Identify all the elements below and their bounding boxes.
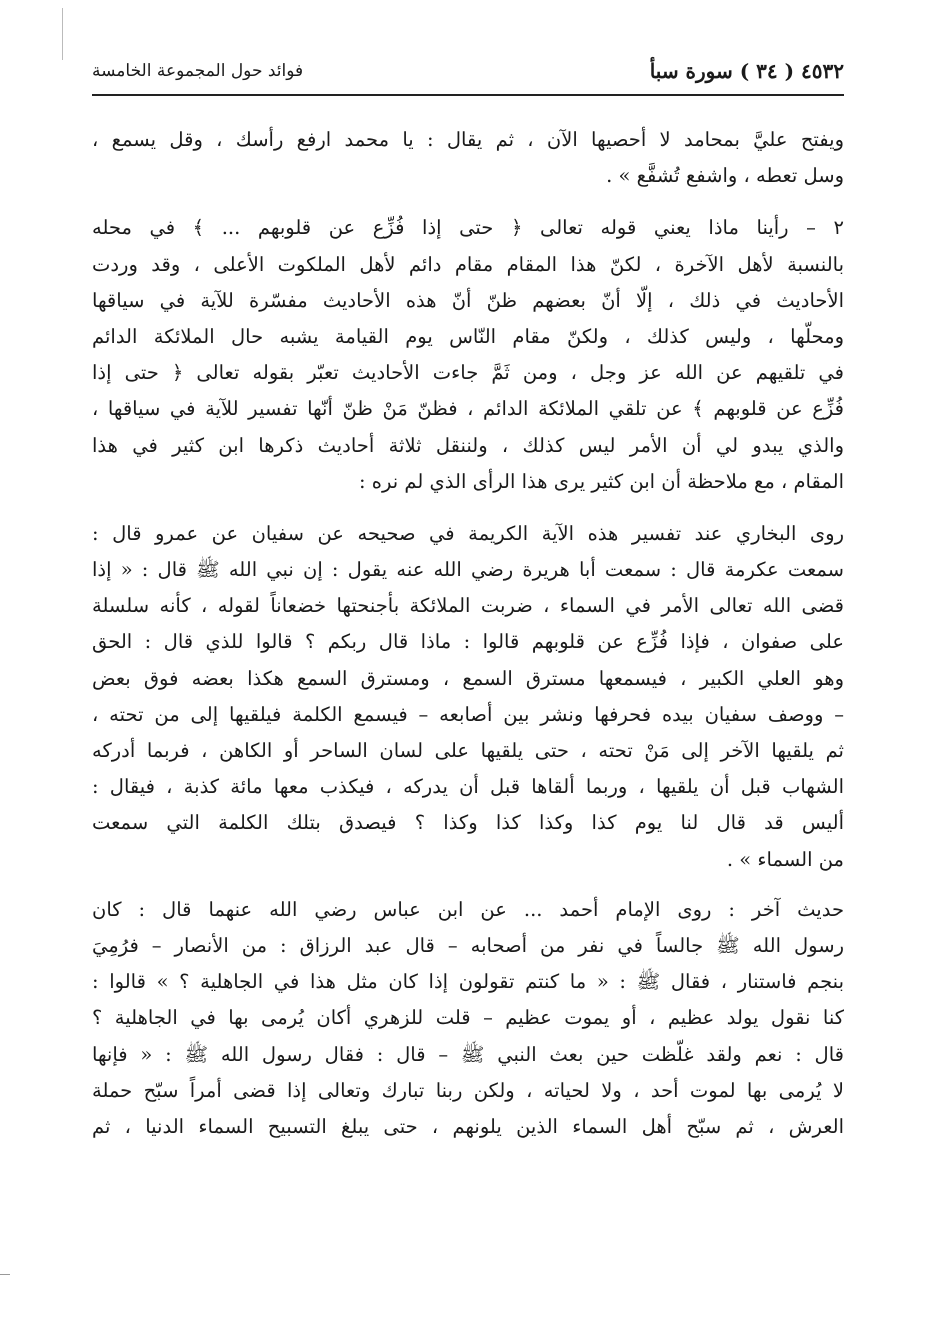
- paragraph: [92, 516, 844, 878]
- running-header: [92, 55, 844, 93]
- text-line: من السماء » .: [726, 847, 844, 871]
- text-line: روى البخاري عند تفسير هذه الآية الكريمة في صحيحه عن سفيان عن عمرو قال :: [92, 521, 844, 545]
- text-line: في تلقيهم عن الله عز وجل ، ومن ثَمَّ جاءت الأحاديث تعبّر بقوله تعالى ﴿ حتى إذا: [92, 361, 844, 385]
- margin-mark: [62, 8, 63, 60]
- text-line: والذي يبدو لي أن الأمر ليس كذلك ، ولننقل ثلاثة أحاديث ذكرها ابن كثير في هذا: [92, 433, 844, 457]
- text-line: أليس قد قال لنا يوم كذا وكذا كذا وكذا ؟ فيصدق بتلك الكلمة التي سمعت: [92, 811, 844, 835]
- text-line: – ووصف سفيان بيده فحرفها ونشر بين أصابعه – فيسمع الكلمة فيلقيها إلى من تحته ،: [92, 702, 844, 726]
- text-line: لا يُرمى بها لموت أحد ، ولا لحياته ، ولكن ربنا تبارك وتعالى إذا قضى أمراً سبّح حملة: [92, 1078, 844, 1102]
- section-title: فوائد حول المجموعة الخامسة: [92, 61, 304, 81]
- text-line: قال : نعم ولقد غلّظت حين بعث النبي ﷺ – قال : فقال رسول الله ﷺ : « فإنها: [92, 1042, 844, 1066]
- text-line: ويفتح عليَّ بمحامد لا أحصيها الآن ، ثم يقال : يا محمد ارفع رأسك ، وقل يسمع ،: [92, 128, 844, 151]
- text-line: قضى الله تعالى الأمر في السماء ، ضربت الملائكة بأجنحتها خضعاناً لقوله ، كأنه سلسلة: [92, 594, 844, 618]
- text-line: فُزِّع عن قلوبهم ﴾ عن تلقي الملائكة الدائم ، فظنّ مَنْ ظنّ أنّها تفسير للآية في سياقها ،: [92, 397, 844, 421]
- text-line: سمعت عكرمة قال : سمعت أبا هريرة رضي الله عنه يقول : إن نبي الله ﷺ قال : « إذا: [92, 558, 844, 582]
- text-line: حديث آخر : روى الإمام أحمد ... عن ابن عباس رضي الله عنهما قال : كان: [92, 897, 844, 921]
- paragraph: [92, 122, 844, 194]
- text-line: وسل تعطه ، واشفع تُشفَّع » .: [606, 164, 844, 188]
- text-line: رسول الله ﷺ جالساً في نفر من أصحابه – قال عبد الرزاق : من الأنصار – فرُمِيَ: [92, 933, 844, 957]
- header-rule: [92, 94, 844, 96]
- text-line: المقام ، مع ملاحظة أن ابن كثير يرى هذا الرأى الذي لم نره :: [359, 469, 844, 493]
- margin-mark: [0, 1274, 10, 1275]
- paragraph: [92, 892, 844, 1145]
- text-line: العرش ، ثم سبّح أهل السماء الذين يلونهم ، حتى يبلغ التسبيح السماء الدنيا ، ثم: [92, 1114, 844, 1138]
- text-line: الشهاب قبل أن يلقيها ، وربما ألقاها قبل أن يدركه ، فيكذب معها مائة كذبة ، فيقال :: [92, 775, 844, 799]
- text-line: وهو العلي الكبير ، فيسمعها مسترق السمع ، ومسترق السمع هكذا بعضه فوق بعض: [92, 666, 844, 690]
- text-line: ٢ – رأينا ماذا يعني قوله تعالى ﴿ حتى إذا فُزِّع عن قلوبهم ... ﴾ في محله: [92, 216, 844, 240]
- text-line: بالنسبة لأهل الآخرة ، لكنّ هذا المقام مقام دائم لأهل الملكوت الأعلى ، وقد وردت: [92, 252, 844, 276]
- body-text: [92, 122, 844, 1145]
- text-line: ومحلّها ، وليس كذلك ، ولكنّ مقام النّاس يوم القيامة يشبه حال الملائكة الدائم: [92, 324, 844, 348]
- text-line: كنا نقول يولد عظيم ، أو يموت عظيم – قلت للزهري أكان يُرمى بها في الجاهلية ؟: [92, 1006, 844, 1030]
- page-number-and-surah: ٤٥٣٢ ( ٣٤ ) سورة سبأ: [649, 59, 844, 83]
- paragraph: [92, 210, 844, 500]
- text-line: ثم يلقيها الآخر إلى مَنْ تحته ، حتى يلقيها على لسان الساحر أو الكاهن ، فربما أدركه: [92, 739, 844, 762]
- text-line: الأحاديث في ذلك ، إلّا أنّ بعضهم ظنّ أنّ هذه الأحاديث مفسّرة للآية في سياقها: [92, 288, 844, 312]
- text-line: بنجم فاستنار ، فقال ﷺ : « ما كنتم تقولون إذا كان مثل هذا في الجاهلية ؟ » قالوا :: [92, 970, 844, 994]
- text-line: على صفوان ، فإذا فُزِّع عن قلوبهم قالوا : ماذا قال ربكم ؟ قالوا للذي قال : الحق: [92, 630, 844, 654]
